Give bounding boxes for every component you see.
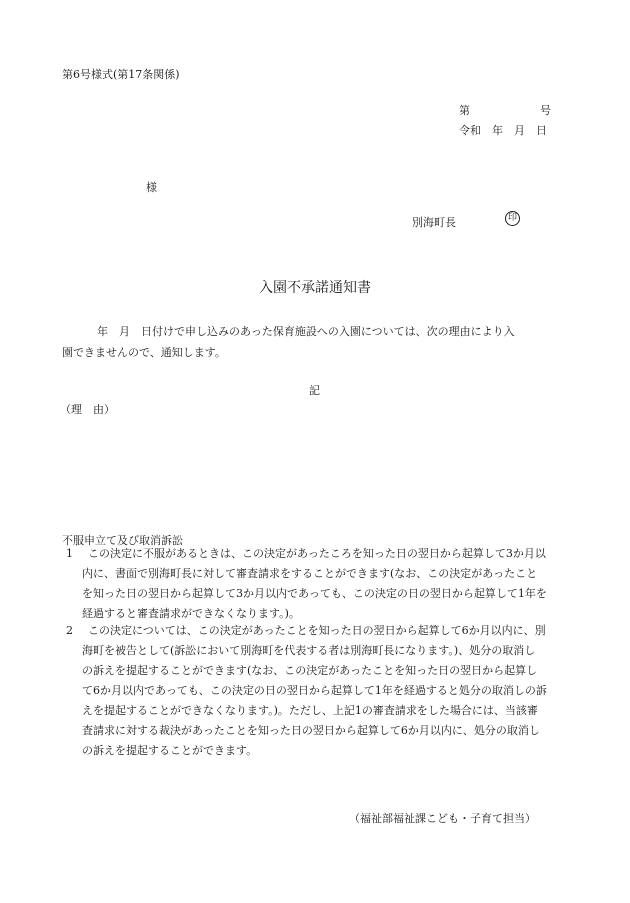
reason-label: （理 由） — [60, 403, 115, 416]
appeal-item-line: 海町を被告として(訴訟において別海町を代表する者は別海町長になります。)、処分の取消し — [82, 644, 536, 657]
appeal-item-2 — [62, 621, 547, 761]
appeal-item-line: この決定については、この決定があったことを知った日の翌日から起算して6か月以内に、別 — [88, 624, 546, 637]
appeal-item-line: の訴えを提起することができます。 — [82, 744, 258, 757]
issuer-name: 別海町長 — [412, 216, 456, 229]
department-footer: （福祉部福祉課こども・子育て担当） — [349, 812, 536, 825]
appeal-item-1 — [62, 544, 547, 624]
appeal-item-number: 2 — [66, 624, 73, 637]
appeal-item-line: 査請求に対する裁決があったことを知った日の翌日から起算して6か月以内に、処分の取消し — [82, 724, 540, 737]
appeal-item-line: えを提起することができなくなります。)。ただし、上記1の審査請求をした場合には、当該審 — [82, 704, 538, 717]
issue-date-line: 令和 年 月 日 — [459, 124, 547, 137]
addressee-honorific: 様 — [146, 181, 157, 194]
appeal-heading: 不服申立て及び取消訴訟 — [62, 534, 183, 547]
appeal-item-line: 経過すると審査請求ができなくなります。)。 — [82, 607, 300, 620]
appeal-item-line: この決定に不服があるときは、この決定があったころを知った日の翌日から起算して3か月以 — [88, 547, 546, 560]
appeal-item-line: て6か月以内であっても、この決定の日の翌日から起算して1年を経過すると処分の取消しの訴 — [82, 684, 547, 697]
appeal-item-line: を知った日の翌日から起算して3か月以内であっても、この決定の日の翌日から起算して1年を — [82, 587, 547, 600]
body-text-line-1: 年 月 日付けで申し込みのあった保育施設への入園については、次の理由により入 — [97, 325, 515, 338]
number-suffix: 号 — [540, 104, 551, 117]
document-title: 入園不承諾通知書 — [259, 280, 371, 296]
number-prefix: 第 — [459, 104, 470, 117]
seal-icon: 印 — [505, 211, 520, 226]
ki-heading: 記 — [309, 384, 320, 397]
form-number-label: 第6号様式(第17条関係) — [62, 68, 180, 81]
appeal-item-number: 1 — [66, 547, 73, 560]
document-number-line — [459, 102, 551, 118]
appeal-item-line: の訴えを提起することができます(なお、この決定があったことを知った日の翌日から起算し — [82, 664, 538, 677]
appeal-item-line: 内に、書面で別海町長に対して審査請求をすることができます(なお、この決定があったこと — [82, 567, 538, 580]
body-text-line-2: 園できませんので、通知します。 — [62, 346, 226, 359]
